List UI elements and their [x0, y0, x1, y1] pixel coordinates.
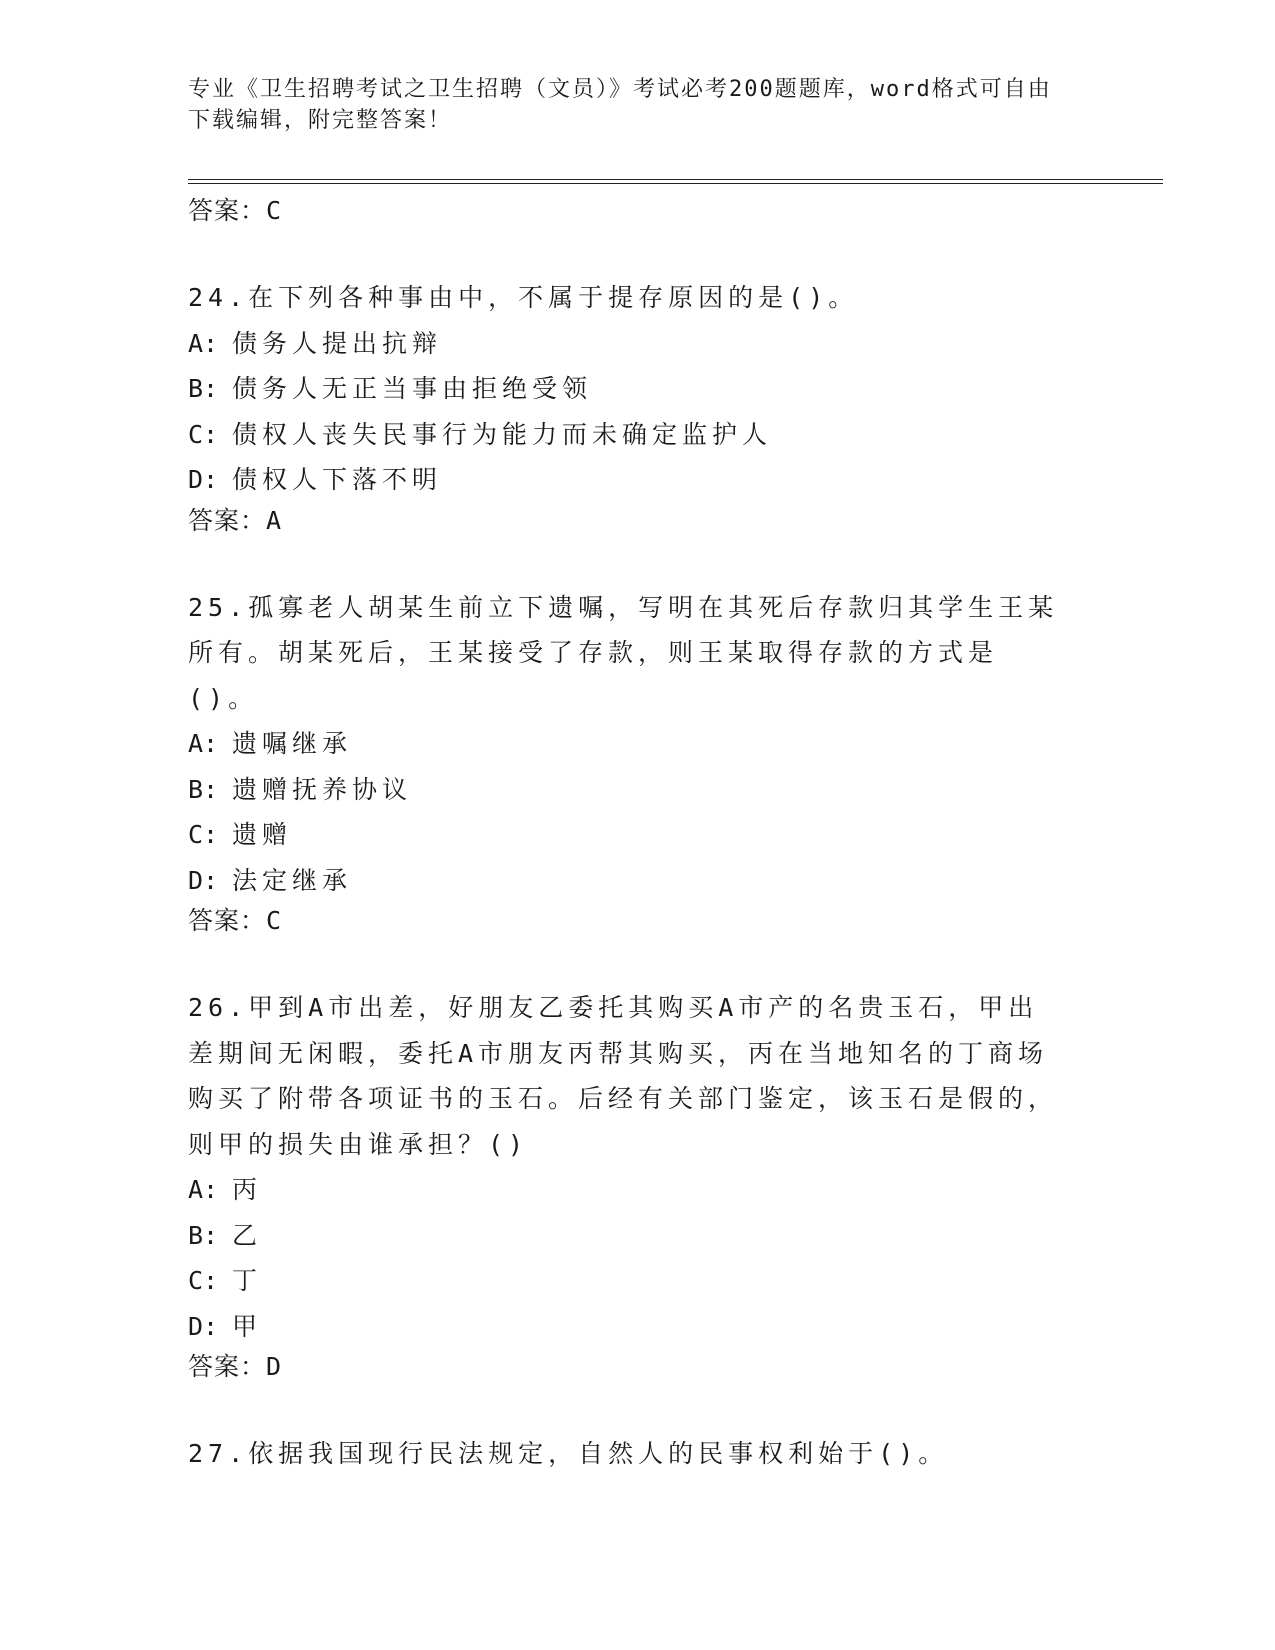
spacer [188, 229, 1068, 275]
option-b [188, 767, 1068, 813]
answer-line [188, 1349, 1068, 1385]
spacer [188, 1385, 1068, 1431]
answer-value: C [266, 906, 283, 935]
option-d [188, 1304, 1068, 1350]
option-text: 乙 [232, 1220, 263, 1250]
option-d [188, 858, 1068, 904]
option-letter: A: [188, 328, 219, 358]
option-d [188, 457, 1068, 503]
option-c [188, 412, 1068, 458]
document-page [188, 0, 1163, 1650]
question-stem: 依据我国现行民法规定，自然人的民事权利始于()。 [248, 1439, 949, 1468]
option-text: 甲 [232, 1311, 263, 1341]
option-text: 遗赠 [232, 820, 293, 849]
option-text: 法定继承 [232, 865, 353, 895]
question-number: 24. [188, 283, 249, 312]
question-block [188, 585, 1068, 940]
option-letter: A: [188, 1175, 219, 1204]
header-divider [188, 179, 1163, 184]
question-block [188, 985, 1068, 1385]
question-text [188, 585, 1068, 722]
option-c [188, 1258, 1068, 1304]
question-stem: 孤寡老人胡某生前立下遗嘱，写明在其死后存款归其学生王某所有。胡某死后，王某接受了存款，则王某取得存款的方式是()。 [188, 592, 1059, 713]
option-b [188, 1213, 1068, 1259]
option-letter: A: [188, 729, 219, 758]
option-letter: B: [188, 774, 219, 804]
option-letter: C: [188, 1266, 219, 1295]
option-letter: D: [188, 465, 219, 494]
answer-value: D [266, 1352, 283, 1381]
option-text: 债权人丧失民事行为能力而未确定监护人 [232, 419, 773, 449]
option-letter: B: [188, 374, 219, 403]
option-text: 遗嘱继承 [232, 729, 353, 758]
question-number: 27. [188, 1439, 249, 1468]
option-letter: D: [188, 865, 219, 895]
spacer [188, 939, 1068, 985]
option-text: 债权人下落不明 [232, 465, 443, 494]
option-letter: B: [188, 1220, 219, 1250]
option-a [188, 321, 1068, 367]
answer-value: A [266, 505, 283, 535]
option-b [188, 366, 1068, 412]
option-text: 丁 [232, 1266, 263, 1295]
question-list [188, 193, 1068, 1477]
option-a [188, 1167, 1068, 1213]
question-block [188, 1431, 1068, 1477]
question-text [188, 1431, 1068, 1477]
question-number: 25. [188, 592, 249, 622]
option-c [188, 812, 1068, 858]
document-header: 专业《卫生招聘考试之卫生招聘（文员）》考试必考200题题库，word格式可自由下载编辑，附完整答案！ [188, 77, 1052, 133]
option-text: 丙 [232, 1175, 263, 1204]
option-text: 债务人无正当事由拒绝受领 [232, 374, 593, 403]
option-text: 遗赠抚养协议 [232, 774, 413, 804]
question-block [188, 275, 1068, 539]
answer-line [188, 503, 1068, 539]
option-letter: D: [188, 1311, 219, 1341]
answer-label: 答案： [188, 906, 267, 935]
option-a [188, 721, 1068, 767]
spacer [188, 539, 1068, 585]
answer-label: 答案： [188, 196, 267, 225]
answer-value: C [266, 196, 283, 225]
question-stem: 在下列各种事由中，不属于提存原因的是()。 [248, 283, 859, 312]
answer-line [188, 193, 1068, 229]
option-letter: C: [188, 419, 219, 449]
question-stem: 甲到A市出差，好朋友乙委托其购买A市产的名贵玉石，甲出差期间无闲暇，委托A市朋友丙帮其购买，丙在当地知名的丁商场购买了附带各项证书的玉石。后经有关部门鉴定，该玉石是假的，则甲的损失由谁承担？() [188, 993, 1059, 1159]
option-letter: C: [188, 820, 219, 849]
option-text: 债务人提出抗辩 [232, 328, 443, 358]
question-number: 26. [188, 993, 249, 1022]
question-text [188, 985, 1068, 1167]
answer-line [188, 903, 1068, 939]
answer-label: 答案： [188, 505, 267, 535]
answer-label: 答案： [188, 1352, 267, 1381]
question-text [188, 275, 1068, 321]
